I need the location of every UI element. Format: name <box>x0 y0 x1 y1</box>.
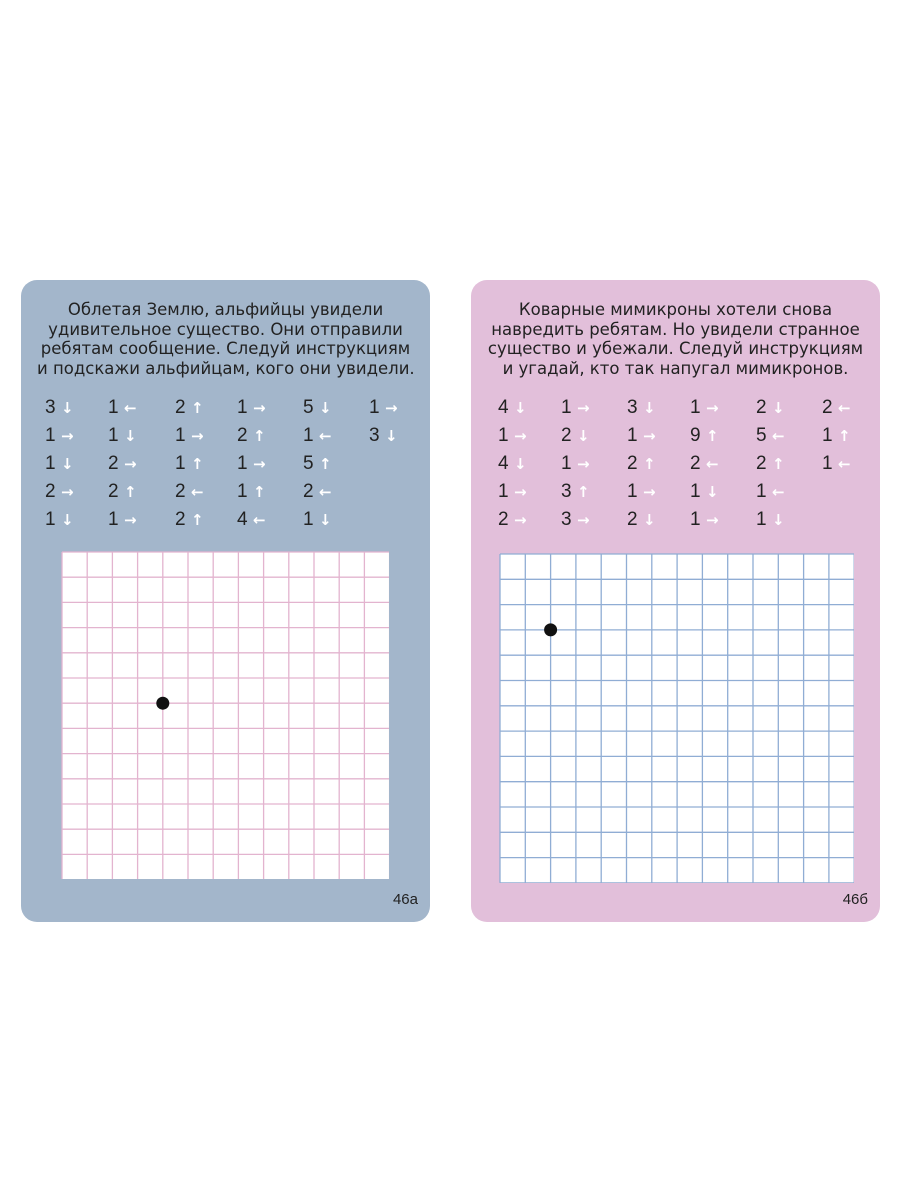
instruction-item <box>303 396 332 420</box>
instruction-item <box>108 424 137 448</box>
arrow-left-icon: ← <box>253 511 266 529</box>
instruction-item <box>498 452 527 476</box>
arrow-left-icon: ← <box>706 455 719 473</box>
instruction-item <box>690 508 719 532</box>
step-count: 1 <box>756 509 767 530</box>
step-count: 1 <box>561 397 572 418</box>
arrow-up-icon: ↑ <box>772 455 785 473</box>
instruction-item <box>627 396 656 420</box>
step-count: 1 <box>756 481 767 502</box>
instruction-item <box>822 396 851 420</box>
step-count: 5 <box>303 397 314 418</box>
instruction-item <box>690 480 719 504</box>
arrow-right-icon: → <box>514 511 527 529</box>
instruction-item <box>498 508 527 532</box>
step-count: 4 <box>498 453 509 474</box>
instruction-item <box>303 452 332 476</box>
step-count: 1 <box>498 481 509 502</box>
step-count: 1 <box>303 425 314 446</box>
arrow-right-icon: → <box>577 511 590 529</box>
instruction-item <box>45 396 74 420</box>
instruction-item <box>498 480 527 504</box>
arrow-left-icon: ← <box>191 483 204 501</box>
arrow-right-icon: → <box>643 427 656 445</box>
step-count: 3 <box>369 425 380 446</box>
intro-line: существо и убежали. Следуй инструкциям <box>487 339 864 358</box>
step-count: 5 <box>303 453 314 474</box>
arrow-right-icon: → <box>61 427 74 445</box>
arrow-right-icon: → <box>514 483 527 501</box>
arrow-right-icon: → <box>191 427 204 445</box>
instruction-item <box>822 424 851 448</box>
step-count: 2 <box>498 509 509 530</box>
intro-line: Облетая Землю, альфийцы увидели <box>67 300 384 319</box>
instruction-item <box>237 508 266 532</box>
step-count: 4 <box>237 509 248 530</box>
step-count: 1 <box>45 425 56 446</box>
step-count: 2 <box>303 481 314 502</box>
instruction-item <box>108 508 137 532</box>
step-count: 1 <box>237 397 248 418</box>
arrow-down-icon: ↓ <box>577 427 590 445</box>
step-count: 1 <box>108 425 119 446</box>
instruction-item <box>237 480 266 504</box>
arrow-right-icon: → <box>577 399 590 417</box>
step-count: 2 <box>561 425 572 446</box>
arrow-right-icon: → <box>706 399 719 417</box>
step-count: 4 <box>498 397 509 418</box>
step-count: 1 <box>45 453 56 474</box>
step-count: 1 <box>303 509 314 530</box>
instruction-item <box>175 452 204 476</box>
step-count: 1 <box>627 481 638 502</box>
step-count: 2 <box>822 397 833 418</box>
instruction-item <box>45 452 74 476</box>
arrow-down-icon: ↓ <box>706 483 719 501</box>
arrow-right-icon: → <box>124 511 137 529</box>
instruction-item <box>756 396 785 420</box>
instruction-item <box>108 452 137 476</box>
step-count: 1 <box>237 453 248 474</box>
instruction-item <box>690 452 719 476</box>
arrow-up-icon: ↑ <box>191 455 204 473</box>
step-count: 1 <box>498 425 509 446</box>
start-point <box>544 623 557 636</box>
step-count: 2 <box>175 481 186 502</box>
instruction-item <box>175 396 204 420</box>
instruction-item <box>690 396 719 420</box>
instruction-item <box>369 396 398 420</box>
arrow-right-icon: → <box>385 399 398 417</box>
instruction-item <box>303 480 332 504</box>
instruction-item <box>237 452 266 476</box>
step-count: 2 <box>175 509 186 530</box>
intro-line: Коварные мимикроны хотели снова <box>518 300 833 319</box>
instruction-item <box>627 452 656 476</box>
arrow-left-icon: ← <box>319 483 332 501</box>
instruction-item <box>627 424 656 448</box>
arrow-down-icon: ↓ <box>643 399 656 417</box>
step-count: 9 <box>690 425 701 446</box>
instruction-item <box>369 424 398 448</box>
step-count: 1 <box>175 453 186 474</box>
instruction-item <box>175 480 204 504</box>
instruction-item <box>237 396 266 420</box>
instructions-block <box>45 396 415 536</box>
page-number: 46б <box>842 891 868 908</box>
arrow-up-icon: ↑ <box>253 483 266 501</box>
instructions-block <box>495 396 865 536</box>
instruction-item <box>303 508 332 532</box>
step-count: 1 <box>690 481 701 502</box>
arrow-down-icon: ↓ <box>61 399 74 417</box>
instruction-item <box>756 480 785 504</box>
step-count: 2 <box>690 453 701 474</box>
arrow-up-icon: ↑ <box>643 455 656 473</box>
instruction-item <box>45 480 74 504</box>
arrow-right-icon: → <box>124 455 137 473</box>
arrow-left-icon: ← <box>772 427 785 445</box>
arrow-right-icon: → <box>706 511 719 529</box>
arrow-down-icon: ↓ <box>385 427 398 445</box>
puzzle-card-46b <box>471 280 880 922</box>
instruction-item <box>561 396 590 420</box>
arrow-down-icon: ↓ <box>643 511 656 529</box>
arrow-down-icon: ↓ <box>514 399 527 417</box>
arrow-left-icon: ← <box>772 483 785 501</box>
arrow-down-icon: ↓ <box>61 455 74 473</box>
step-count: 1 <box>627 425 638 446</box>
step-count: 2 <box>627 453 638 474</box>
step-count: 2 <box>108 481 119 502</box>
instruction-item <box>498 424 527 448</box>
intro-text <box>487 300 864 378</box>
intro-line: ребятам сообщение. Следуй инструкциям <box>40 339 411 358</box>
arrow-right-icon: → <box>643 483 656 501</box>
instruction-item <box>175 424 204 448</box>
step-count: 2 <box>175 397 186 418</box>
arrow-left-icon: ← <box>838 399 851 417</box>
intro-text <box>37 300 414 378</box>
step-count: 2 <box>627 509 638 530</box>
puzzle-card-46a <box>21 280 430 922</box>
drawing-grid[interactable] <box>499 553 854 883</box>
instruction-item <box>690 424 719 448</box>
instruction-item <box>237 424 266 448</box>
step-count: 3 <box>561 481 572 502</box>
instruction-item <box>756 424 785 448</box>
arrow-right-icon: → <box>577 455 590 473</box>
page-number: 46а <box>392 891 418 908</box>
intro-line: и угадай, кто так напугал мимикронов. <box>502 358 849 378</box>
arrow-up-icon: ↑ <box>253 427 266 445</box>
intro-line: навредить ребятам. Но увидели странное <box>491 319 860 339</box>
step-count: 1 <box>369 397 380 418</box>
instruction-item <box>45 508 74 532</box>
arrow-down-icon: ↓ <box>772 511 785 529</box>
step-count: 1 <box>175 425 186 446</box>
arrow-up-icon: ↑ <box>838 427 851 445</box>
step-count: 2 <box>756 453 767 474</box>
arrow-right-icon: → <box>253 399 266 417</box>
step-count: 1 <box>690 509 701 530</box>
step-count: 1 <box>822 453 833 474</box>
instruction-item <box>108 396 137 420</box>
arrow-right-icon: → <box>253 455 266 473</box>
intro-line: и подскажи альфийцам, кого они увидели. <box>37 358 415 378</box>
instruction-item <box>561 424 590 448</box>
step-count: 2 <box>45 481 56 502</box>
arrow-down-icon: ↓ <box>319 399 332 417</box>
step-count: 2 <box>756 397 767 418</box>
arrow-down-icon: ↓ <box>514 455 527 473</box>
instruction-item <box>303 424 332 448</box>
arrow-down-icon: ↓ <box>319 511 332 529</box>
instruction-item <box>756 452 785 476</box>
instruction-item <box>627 508 656 532</box>
instruction-item <box>561 508 590 532</box>
arrow-up-icon: ↑ <box>319 455 332 473</box>
instruction-item <box>561 452 590 476</box>
step-count: 1 <box>822 425 833 446</box>
arrow-down-icon: ↓ <box>61 511 74 529</box>
arrow-up-icon: ↑ <box>191 399 204 417</box>
instruction-item <box>175 508 204 532</box>
step-count: 1 <box>108 509 119 530</box>
step-count: 3 <box>45 397 56 418</box>
step-count: 1 <box>108 397 119 418</box>
instruction-item <box>108 480 137 504</box>
arrow-right-icon: → <box>61 483 74 501</box>
step-count: 1 <box>561 453 572 474</box>
arrow-down-icon: ↓ <box>124 427 137 445</box>
instruction-item <box>498 396 527 420</box>
grid-background <box>62 552 389 879</box>
drawing-grid[interactable] <box>61 551 389 879</box>
instruction-item <box>756 508 785 532</box>
step-count: 1 <box>237 481 248 502</box>
step-count: 1 <box>690 397 701 418</box>
arrow-up-icon: ↑ <box>191 511 204 529</box>
step-count: 3 <box>627 397 638 418</box>
arrow-up-icon: ↑ <box>706 427 719 445</box>
arrow-up-icon: ↑ <box>124 483 137 501</box>
instruction-item <box>627 480 656 504</box>
instruction-item <box>822 452 851 476</box>
arrow-down-icon: ↓ <box>772 399 785 417</box>
step-count: 1 <box>45 509 56 530</box>
arrow-left-icon: ← <box>124 399 137 417</box>
arrow-right-icon: → <box>514 427 527 445</box>
step-count: 3 <box>561 509 572 530</box>
start-point <box>156 697 169 710</box>
arrow-left-icon: ← <box>838 455 851 473</box>
instruction-item <box>45 424 74 448</box>
arrow-left-icon: ← <box>319 427 332 445</box>
step-count: 5 <box>756 425 767 446</box>
intro-line: удивительное существо. Они отправили <box>48 319 403 339</box>
step-count: 2 <box>237 425 248 446</box>
arrow-up-icon: ↑ <box>577 483 590 501</box>
instruction-item <box>561 480 590 504</box>
step-count: 2 <box>108 453 119 474</box>
